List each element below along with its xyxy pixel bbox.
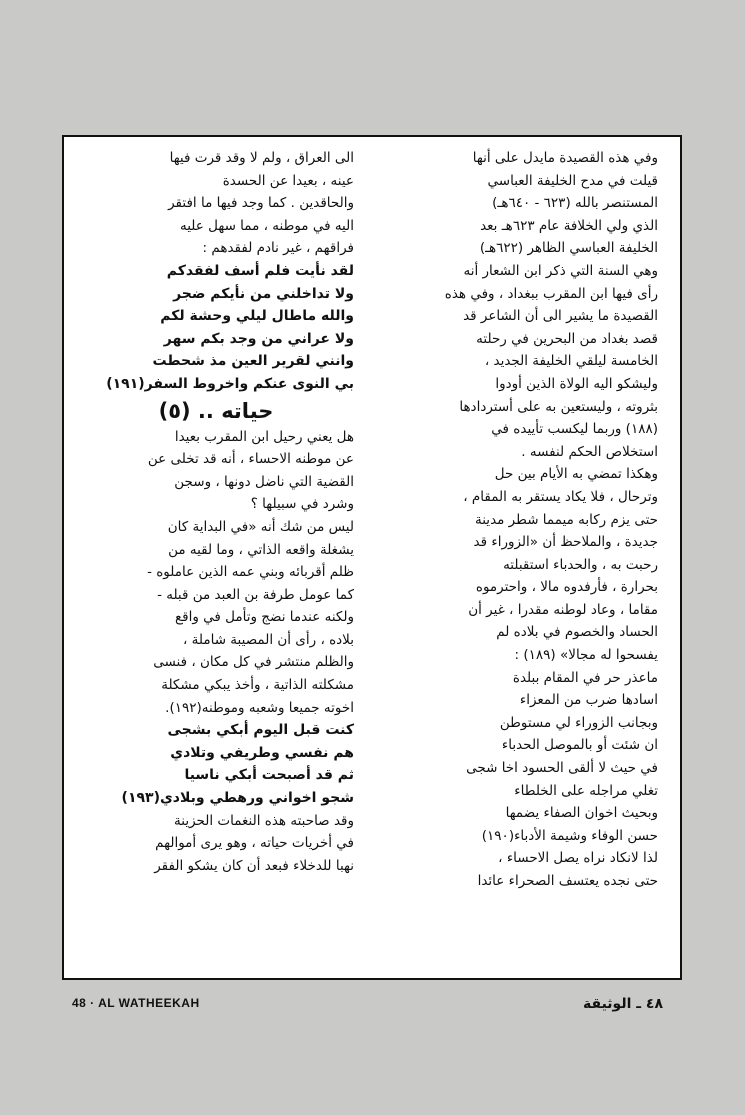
section-heading: حياته .. (٥) <box>158 398 274 423</box>
text-line: رأى فيها ابن المقرب ببغداد ، وفي هذه <box>444 285 658 302</box>
left-column <box>78 147 354 877</box>
text-line: (١٨٨) وربما ليكسب تأييده في <box>491 421 658 438</box>
left-body-1 <box>78 426 354 720</box>
poem-line: والله ماطال ليلي وحشة لكم <box>160 308 354 325</box>
text-line: فراقهم ، غير نادم لفقدهم : <box>202 240 354 257</box>
poem-line: كنت قبل اليوم أبكي بشجى <box>167 722 354 739</box>
text-line: والحاقدين . كما وجد فيها ما افتقر <box>168 195 354 212</box>
text-line: مقاما ، وعاد لوطنه مقدرا ، غير أن <box>468 601 658 618</box>
text-line: الخامسة ليلقي الخليفة الجديد ، <box>484 353 658 370</box>
text-line: نهبا للدخلاء فبعد أن كان يشكو الفقر <box>154 857 354 874</box>
poem-1 <box>78 260 354 396</box>
footer-page-number-ar: ٤٨ ـ الوثيقة <box>583 996 663 1012</box>
text-line: ولكنه عندما نضج وتأمل في واقع <box>174 609 354 626</box>
text-line: حسن الوفاء وشيمة الأدباء(١٩٠) <box>481 827 658 844</box>
text-line: ماعذر حر في المقام ببلدة <box>512 669 658 686</box>
text-line: بحرارة ، فأرفدوه مالا ، واحترموه <box>475 579 658 596</box>
text-line: هل يعني رحيل ابن المقرب بعيدا <box>174 428 354 445</box>
poem-2 <box>78 719 354 809</box>
text-line: والظلم منتشر في كل مكان ، فنسى <box>153 654 354 671</box>
text-line: يفسحوا له مجالا» (١٨٩) : <box>514 647 658 664</box>
text-line: الحساد والخصوم في بلاده لم <box>496 624 658 641</box>
left-intro <box>78 147 354 260</box>
text-line: رحبت به ، والحدباء استقبلته <box>503 556 658 573</box>
text-line: عن موطنه الاحساء ، أنه قد تخلى عن <box>147 451 354 468</box>
text-line: ليس من شك أنه «في البداية كان <box>167 518 354 535</box>
poem-line: ثم قد أصبحت أبكي ناسيا <box>184 767 354 784</box>
text-line: وهكذا تمضي به الأيام بين حل <box>494 466 658 483</box>
poem-line: ولا تداخلني من نأيكم ضجر <box>173 285 354 302</box>
text-line: عينه ، بعيدا عن الحسدة <box>222 172 354 189</box>
text-line: الى العراق ، ولم لا وقد قرت فيها <box>169 150 354 166</box>
text-line: حتى نجده يعتسف الصحراء عائدا <box>477 873 658 889</box>
text-line: وليشكو اليه الولاة الذين أودوا <box>495 375 658 392</box>
poem-line: هم نفسي وطريفي وتلادي <box>170 744 354 761</box>
text-line: لذا لانكاد نراه يصل الاحساء ، <box>498 850 658 867</box>
text-line: مشكلته الذاتية ، وأخذ يبكي مشكلة <box>161 677 354 694</box>
text-line: بثروته ، وليستعين به على أستردادها <box>459 398 658 415</box>
text-line: الخليفة العباسي الظاهر (٦٢٢هـ) <box>479 240 658 257</box>
text-line: حتى يزم ركابه ميمما شطر مدينة <box>475 511 658 528</box>
poem-line: ولا عراني من وجد بكم سهر <box>163 330 354 347</box>
text-line: ان شئت أو بالموصل الحدباء <box>501 737 658 754</box>
poem-line: شجو اخواني ورهطي وبلادي(١٩٣) <box>121 790 354 807</box>
text-line: يشغلة واقعه الذاتي ، وما لقيه من <box>168 541 354 558</box>
text-line: وقد صاحبته هذه النغمات الحزينة <box>174 812 354 829</box>
text-line: اخوته جميعا وشعبه وموطنه(١٩٢). <box>165 699 354 716</box>
text-line: كما عومل طرفة بن العبد من قبله - <box>157 586 354 603</box>
text-line: قيلت في مدح الخليفة العباسي <box>487 172 658 189</box>
text-line: القضية التي ناضل دونها ، وسجن <box>174 473 354 490</box>
text-line: استخلاص الحكم لنفسه . <box>521 443 658 460</box>
text-line: بلاده ، رأى أن المصيبة شاملة ، <box>183 631 354 648</box>
text-line: القصيدة ما يشير الى أن الشاعر قد <box>463 308 658 325</box>
text-line: وبجانب الزوراء لي مستوطن <box>499 714 658 731</box>
text-line: في أخريات حياته ، وهو يرى أموالهم <box>155 835 354 852</box>
poem-line: لقد نأيت فلم أسف لفقدكم <box>166 262 354 279</box>
poem-line: بي النوى عنكم واخروط السفر(١٩١) <box>106 375 354 392</box>
page-frame <box>62 135 682 980</box>
text-line: في حيث لا ألقى الحسود اخا شجى <box>466 760 658 777</box>
footer-page-number-en: 48 · AL WATHEEKAH <box>72 996 200 1010</box>
text-line: وبحيث اخوان الصفاء يضمها <box>505 805 658 822</box>
text-line: اسادها ضرب من المعزاء <box>519 692 658 709</box>
right-column <box>382 147 658 893</box>
text-line: قصد بغداد من البحرين في رحلته <box>476 330 658 347</box>
text-line: وشرد في سبيلها ؟ <box>250 496 354 513</box>
left-body-2 <box>78 810 354 878</box>
text-line: تغلي مراجله على الخلطاء <box>514 782 658 799</box>
text-line: الذي ولي الخلافة عام ٦٢٣هـ بعد <box>480 217 658 234</box>
text-line: وفي هذه القصيدة مايدل على أنها <box>472 150 658 166</box>
text-line: جديدة ، والملاحظ أن «الزوراء قد <box>473 534 658 551</box>
text-line: وترحال ، فلا يكاد يستقر به المقام ، <box>463 488 658 505</box>
text-line: اليه في موطنه ، مما سهل عليه <box>180 217 354 234</box>
text-line: وهي السنة التي ذكر ابن الشعار أنه <box>463 262 658 279</box>
text-line: ظلم أقربائه وبني عمه الذين عاملوه - <box>147 564 354 581</box>
poem-line: وانني لقرير العين مذ شحطت <box>152 353 354 370</box>
text-line: المستنصر بالله (٦٢٣ - ٦٤٠هـ) <box>492 195 658 212</box>
